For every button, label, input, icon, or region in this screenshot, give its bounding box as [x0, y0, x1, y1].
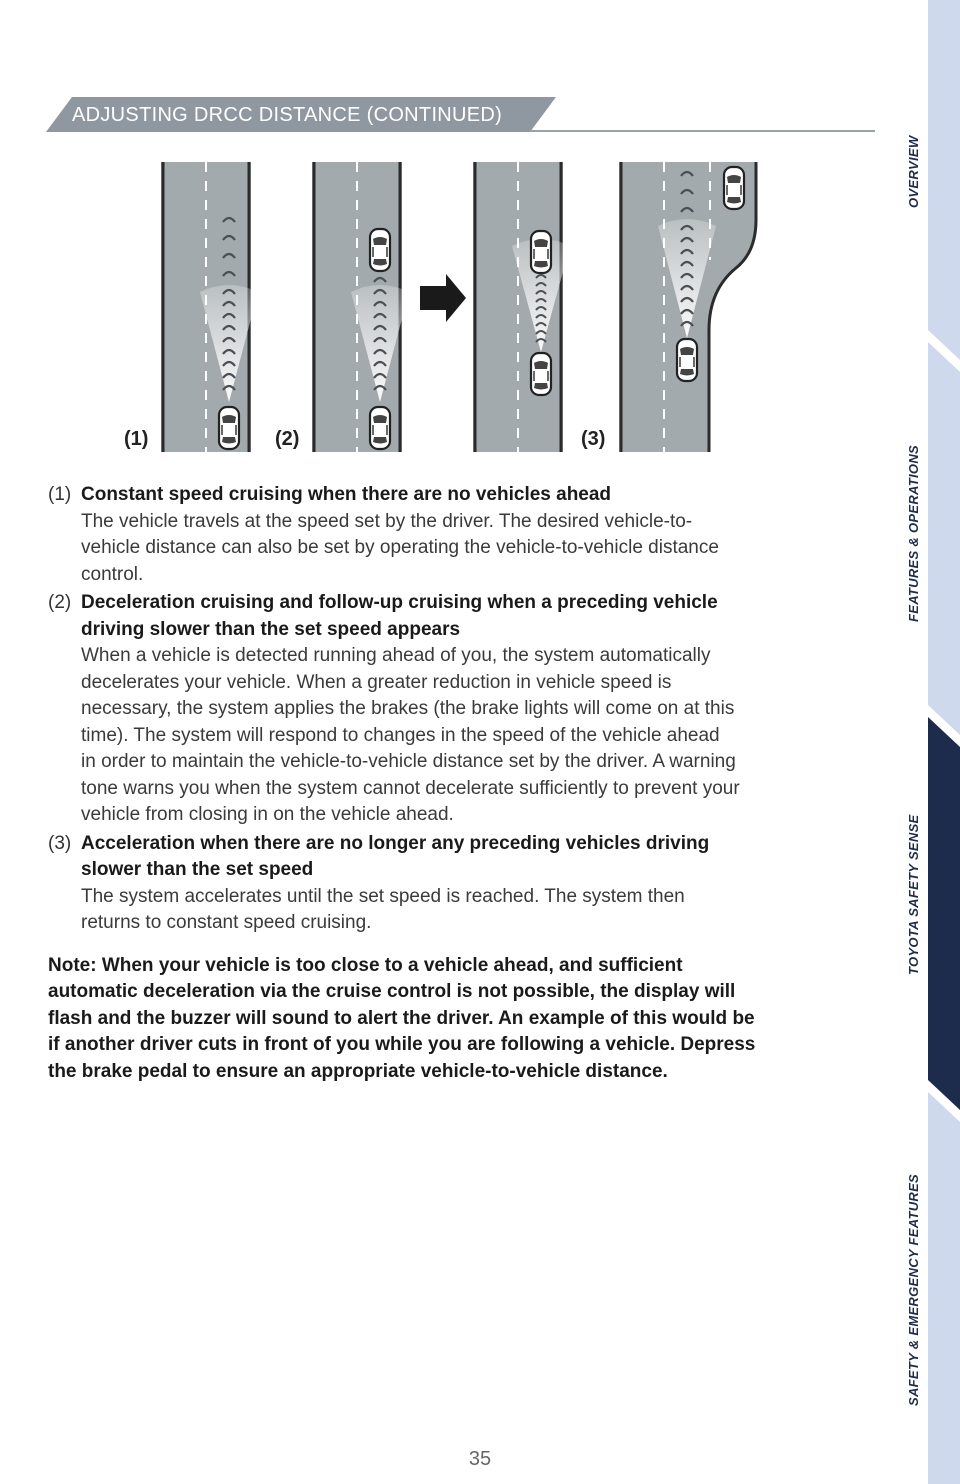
- item-desc-line: tone warns you when the system cannot decelerate sufficiently to prevent your: [81, 777, 740, 799]
- road-panel-2: [312, 162, 409, 452]
- item-desc-line: time). The system will respond to changes in the speed of the vehicle ahead: [81, 724, 720, 746]
- content-body: [48, 482, 878, 1085]
- item-desc-line: control.: [81, 563, 144, 585]
- road-panel-1: [161, 162, 258, 452]
- item-desc-line: vehicle from closing in on the vehicle ahead.: [81, 804, 454, 825]
- item-title: Deceleration cruising and follow-up cruising when a preceding vehicle: [81, 592, 718, 613]
- item-desc-line: necessary, the system applies the brakes (the brake lights will come on at this: [81, 698, 735, 719]
- tab-safety-sense-shape[interactable]: [928, 717, 960, 1110]
- diagram-label-3: (3): [581, 428, 606, 450]
- note-paragraph: [48, 953, 878, 1086]
- note-line: automatic deceleration via the cruise control is not possible, the display will: [48, 981, 736, 1002]
- item-number: (3): [48, 832, 72, 854]
- item-title-continuation: slower than the set speed: [81, 859, 314, 880]
- note-line: Note: When your vehicle is too close to a vehicle ahead, and sufficient: [48, 954, 683, 976]
- list-item: [48, 831, 878, 937]
- item-desc-line: returns to constant speed cruising.: [81, 912, 372, 933]
- item-title-continuation: driving slower than the set speed appears: [81, 618, 461, 640]
- tab-toyota-safety-sense[interactable]: TOYOTA SAFETY SENSE: [906, 814, 921, 975]
- section-header-title: ADJUSTING DRCC DISTANCE (CONTINUED): [72, 104, 503, 126]
- item-title: Constant speed cruising when there are no vehicles ahead: [81, 484, 612, 505]
- section-tabs: [878, 0, 960, 1484]
- item-desc-line: The system accelerates until the set speed is reached. The system then: [81, 885, 685, 907]
- tab-safety-emergency-features[interactable]: SAFETY & EMERGENCY FEATURES: [906, 1173, 921, 1406]
- tab-overview[interactable]: OVERVIEW: [906, 135, 921, 208]
- item-desc-line: vehicle distance can also be set by operating the vehicle-to-vehicle distance: [81, 537, 719, 558]
- page-number: 35: [468, 1448, 492, 1470]
- item-title: Acceleration when there are no longer any preceding vehicles driving: [81, 832, 710, 854]
- diagram-label-1: (1): [124, 428, 149, 450]
- item-desc-line: The vehicle travels at the speed set by the driver. The desired vehicle-to-: [81, 510, 693, 532]
- item-number: (1): [48, 484, 72, 505]
- note-line: if another driver cuts in front of you while you are following a vehicle. Depress: [48, 1034, 756, 1055]
- note-line: flash and the buzzer will sound to alert the driver. An example of this would be: [48, 1007, 755, 1029]
- diagram-label-2: (2): [275, 428, 300, 450]
- item-desc-line: decelerates your vehicle. When a greater reduction in vehicle speed is: [81, 671, 672, 693]
- header-rule: [530, 130, 875, 132]
- tab-features-operations[interactable]: FEATURES & OPERATIONS: [906, 445, 921, 622]
- list-item: [48, 482, 878, 588]
- tab-emergency-shape[interactable]: [928, 1092, 960, 1484]
- item-number: (2): [48, 592, 72, 613]
- list-item: [48, 590, 878, 829]
- note-line: the brake pedal to ensure an appropriate vehicle-to-vehicle distance.: [48, 1060, 668, 1082]
- road-panel-3a: [473, 162, 570, 452]
- item-desc-line: in order to maintain the vehicle-to-vehicle distance set by the driver. A warning: [81, 751, 736, 772]
- item-desc-line: When a vehicle is detected running ahead of you, the system automatically: [81, 645, 711, 666]
- tab-overview-shape[interactable]: [928, 0, 960, 360]
- tab-features-shape[interactable]: [928, 342, 960, 735]
- drcc-diagram-svg: [0, 150, 900, 460]
- road-panel-3b: [619, 162, 757, 452]
- drcc-illustration: [0, 150, 900, 460]
- transition-arrow-icon: [420, 274, 466, 322]
